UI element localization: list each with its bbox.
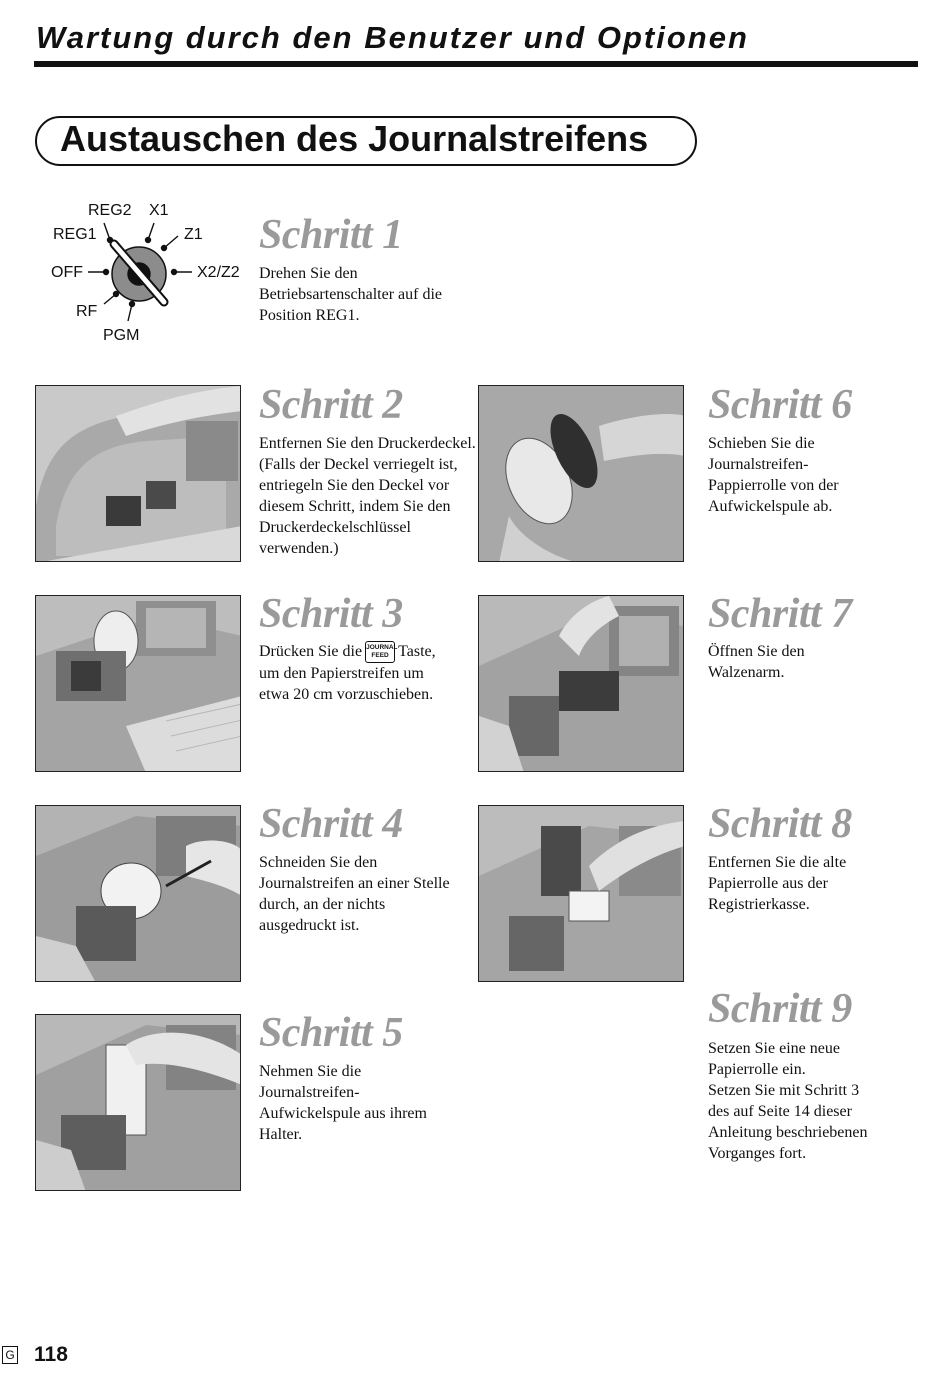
step-3-text: Drücken Sie die JOURNAL FEED Taste, um den Papierstreifen um etwa 20 cm vorzuschieben. — [259, 643, 436, 704]
step-5-photo — [35, 1014, 241, 1191]
step-7-heading: Schritt 7 — [708, 591, 852, 637]
step-2-text: Entfernen Sie den Druckerdeckel. (Falls der Deckel verriegelt ist, entriegeln Sie den Deckel vor diesem Schritt, indem Sie den Druckerdeckelschlüssel verwenden.) — [259, 435, 476, 557]
step-6-photo — [478, 385, 684, 562]
header-rule — [34, 61, 918, 67]
dial-label-x1: X1 — [149, 202, 169, 219]
step-2-photo — [35, 385, 241, 562]
step-7-photo — [478, 595, 684, 772]
page-number: 118 — [34, 1343, 68, 1366]
step-8-heading: Schritt 8 — [708, 801, 852, 847]
page-header-title: Wartung durch den Benutzer und Optionen — [36, 20, 749, 55]
step-2-heading: Schritt 2 — [259, 382, 403, 428]
step-5-heading: Schritt 5 — [259, 1010, 403, 1056]
step-9-heading: Schritt 9 — [708, 986, 852, 1032]
step-7-text: Öffnen Sie den Walzenarm. — [708, 643, 805, 681]
dial-label-pgm: PGM — [103, 327, 140, 344]
dial-label-reg2: REG2 — [88, 202, 132, 219]
step-5-text: Nehmen Sie die Journalstreifen- Aufwickelspule aus ihrem Halter. — [259, 1063, 427, 1143]
language-marker: G — [2, 1346, 18, 1364]
step-3-heading: Schritt 3 — [259, 591, 403, 637]
step-6-heading: Schritt 6 — [708, 382, 852, 428]
step-8-text: Entfernen Sie die alte Papierrolle aus der Registrierkasse. — [708, 854, 847, 913]
step-1-heading: Schritt 1 — [259, 212, 403, 258]
step-4-heading: Schritt 4 — [259, 801, 403, 847]
step-9-text: Setzen Sie eine neue Papierrolle ein. Setzen Sie mit Schritt 3 des auf Seite 14 dieser Anleitung beschriebenen Vorganges fort. — [708, 1040, 868, 1162]
step-6-text: Schieben Sie die Journalstreifen- Pappierrolle von der Aufwickelspule ab. — [708, 435, 839, 515]
dial-label-x2z2: X2/Z2 — [197, 264, 240, 281]
step-3-photo — [35, 595, 241, 772]
journal-feed-key-icon: JOURNAL FEED — [365, 641, 395, 663]
dial-label-rf: RF — [76, 303, 98, 320]
step-4-photo — [35, 805, 241, 982]
dial-label-off: OFF — [51, 264, 83, 281]
mode-switch-diagram — [40, 196, 250, 348]
dial-label-reg1: REG1 — [53, 226, 97, 243]
step-8-photo — [478, 805, 684, 982]
section-title: Austauschen des Journalstreifens — [60, 118, 649, 159]
step-4-text: Schneiden Sie den Journalstreifen an einer Stelle durch, an der nichts ausgedruckt ist. — [259, 854, 450, 934]
step-1-text: Drehen Sie den Betriebsartenschalter auf die Position REG1. — [259, 265, 443, 324]
dial-label-z1: Z1 — [184, 226, 203, 243]
